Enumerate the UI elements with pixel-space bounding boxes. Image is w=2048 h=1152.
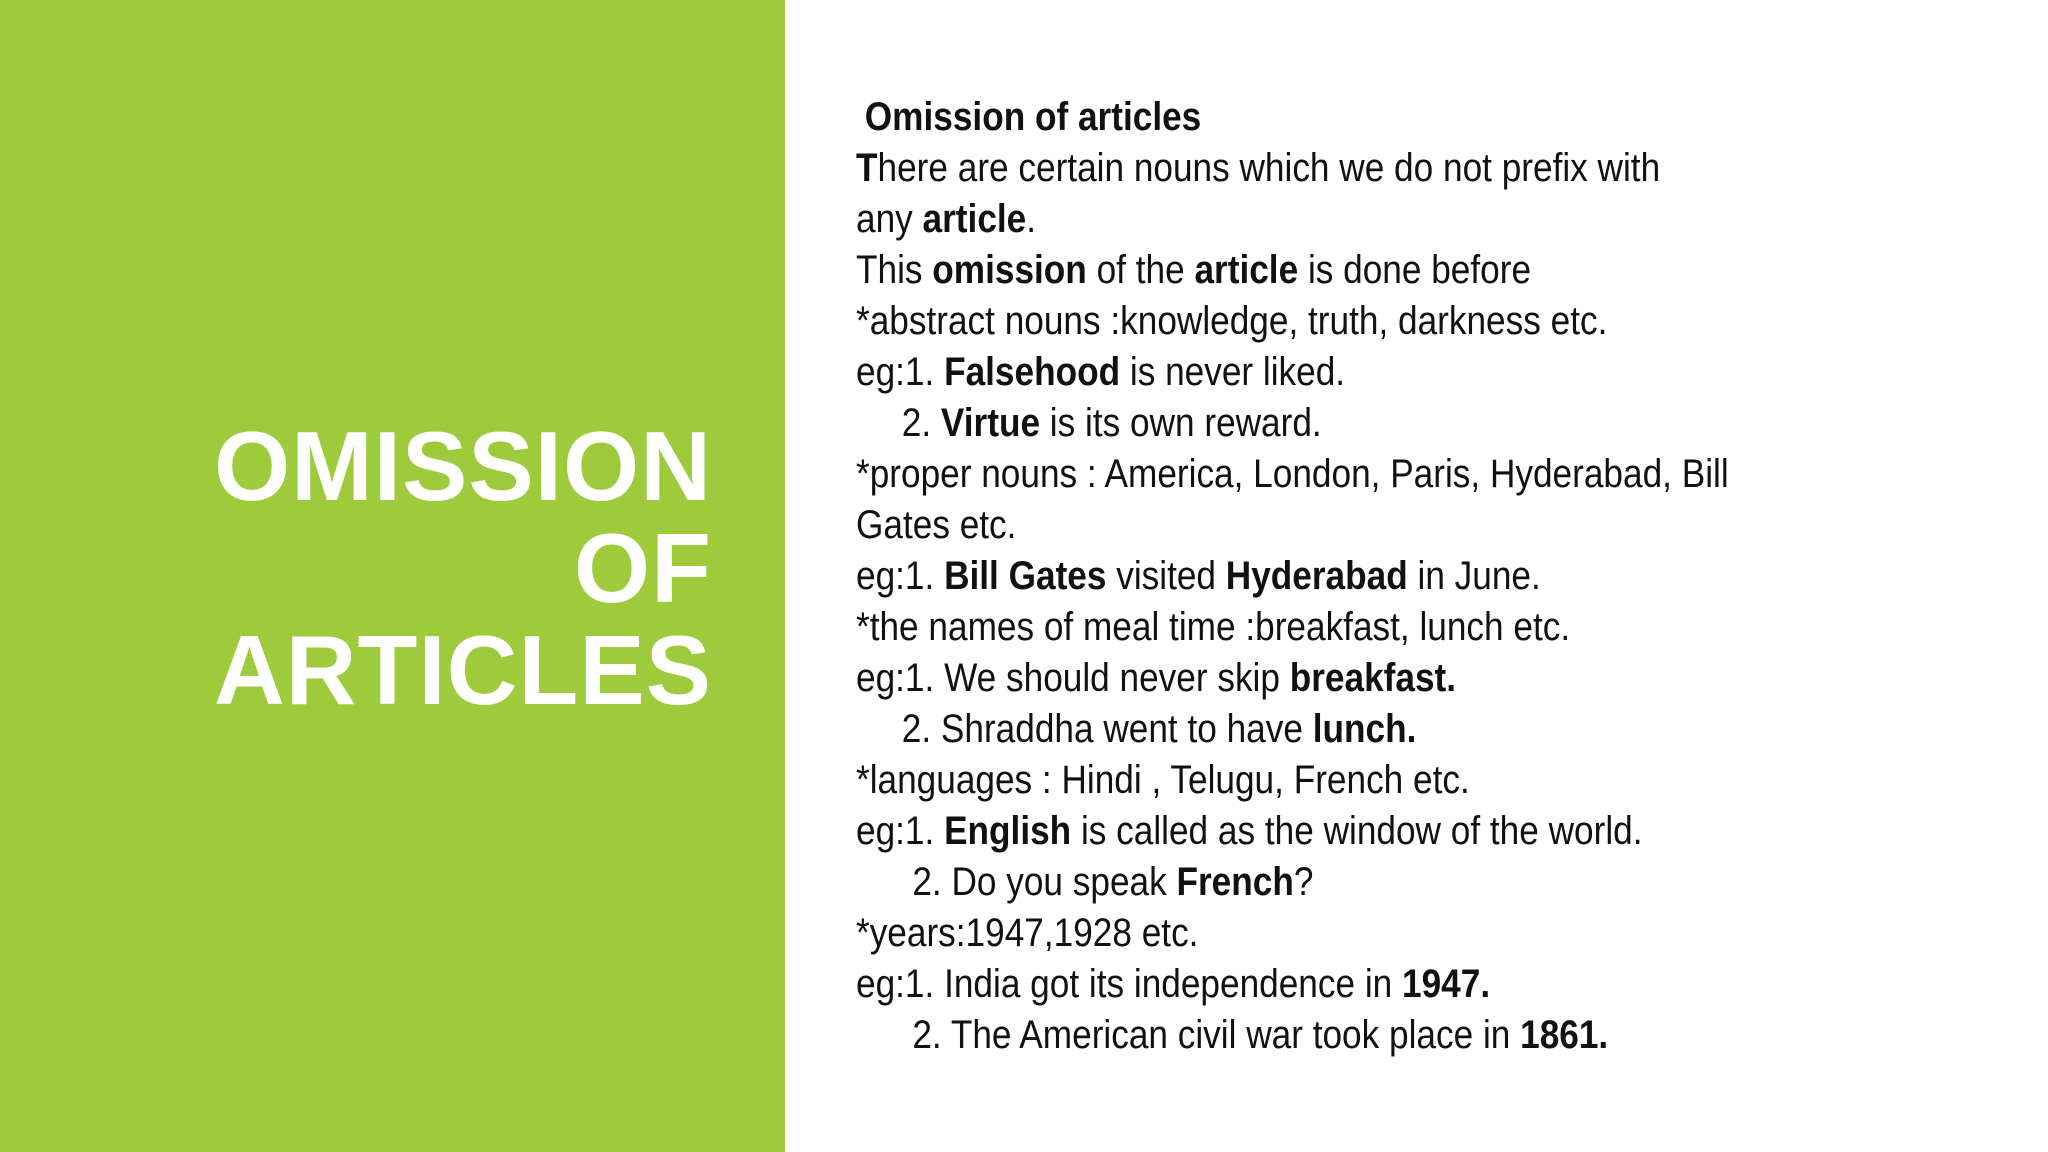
text-segment: This xyxy=(856,248,933,292)
content-line xyxy=(856,755,1868,806)
content-line xyxy=(856,194,1868,245)
title-line: ARTICLES xyxy=(214,615,712,725)
text-segment: here are certain nouns which we do not prefix with xyxy=(877,146,1661,190)
bold-text: omission xyxy=(932,248,1087,292)
text-segment: *abstract nouns :knowledge, truth, darkness etc. xyxy=(856,299,1608,343)
bold-text: T xyxy=(856,146,878,190)
title-panel xyxy=(0,0,785,1152)
bold-text: Falsehood xyxy=(944,350,1121,394)
bold-text: Bill Gates xyxy=(944,554,1107,598)
text-segment: is never liked. xyxy=(1120,350,1346,394)
text-segment: *years:1947,1928 etc. xyxy=(856,911,1199,955)
text-segment: is done before xyxy=(1298,248,1532,292)
bold-text: Omission of articles xyxy=(864,95,1202,139)
content-line xyxy=(856,602,1868,653)
text-segment: . xyxy=(1026,197,1037,241)
text-segment: eg:1. xyxy=(856,350,945,394)
content-line xyxy=(856,245,1868,296)
bold-text: English xyxy=(944,809,1072,853)
text-segment: ? xyxy=(1293,860,1314,904)
content-line xyxy=(856,296,1868,347)
text-segment: is called as the window of the world. xyxy=(1071,809,1643,853)
text-segment: eg:1. xyxy=(856,554,945,598)
content-body xyxy=(856,92,1868,1061)
text-segment: *proper nouns : America, London, Paris, Hyderabad, Bill xyxy=(856,452,1729,496)
text-segment: *languages : Hindi , Telugu, French etc. xyxy=(856,758,1470,802)
slide-title xyxy=(72,411,712,725)
content-line xyxy=(856,143,1868,194)
bold-text: breakfast. xyxy=(1289,656,1457,700)
bold-text: 1947. xyxy=(1402,962,1491,1006)
text-segment: 2. Do you speak xyxy=(912,860,1177,904)
text-segment: 2. Shraddha went to have xyxy=(901,707,1313,751)
text-segment: eg:1. India got its independence in xyxy=(856,962,1403,1006)
text-segment: 2. The American civil war took place in xyxy=(912,1013,1521,1057)
text-segment: any xyxy=(856,197,923,241)
text-segment: *the names of meal time :breakfast, lunch etc. xyxy=(856,605,1571,649)
text-segment: in June. xyxy=(1407,554,1541,598)
bold-text: Virtue xyxy=(940,401,1041,445)
title-line: OMISSION xyxy=(213,411,712,521)
bold-text: lunch. xyxy=(1312,707,1417,751)
bold-text: 1861. xyxy=(1520,1013,1609,1057)
content-line xyxy=(856,398,1868,449)
bold-text: Hyderabad xyxy=(1225,554,1408,598)
text-segment: 2. xyxy=(901,401,941,445)
text-segment: is its own reward. xyxy=(1040,401,1322,445)
content-line xyxy=(856,704,1868,755)
text-segment: of the xyxy=(1086,248,1195,292)
bold-text: French xyxy=(1176,860,1294,904)
text-segment: visited xyxy=(1106,554,1226,598)
content-line xyxy=(856,347,1868,398)
content-line xyxy=(856,959,1868,1010)
content-line xyxy=(856,500,1868,551)
text-segment: eg:1. xyxy=(856,809,945,853)
content-line xyxy=(856,551,1868,602)
content-line xyxy=(856,1010,1868,1061)
title-line: OF xyxy=(573,513,712,623)
text-segment: Gates etc. xyxy=(856,503,1017,547)
bold-text: article xyxy=(1194,248,1299,292)
bold-text: article xyxy=(922,197,1027,241)
text-segment: eg:1. We should never skip xyxy=(856,656,1290,700)
content-line xyxy=(856,908,1868,959)
content-line xyxy=(856,857,1868,908)
content-heading xyxy=(856,92,1868,143)
content-line xyxy=(856,449,1868,500)
content-line xyxy=(856,653,1868,704)
content-line xyxy=(856,806,1868,857)
